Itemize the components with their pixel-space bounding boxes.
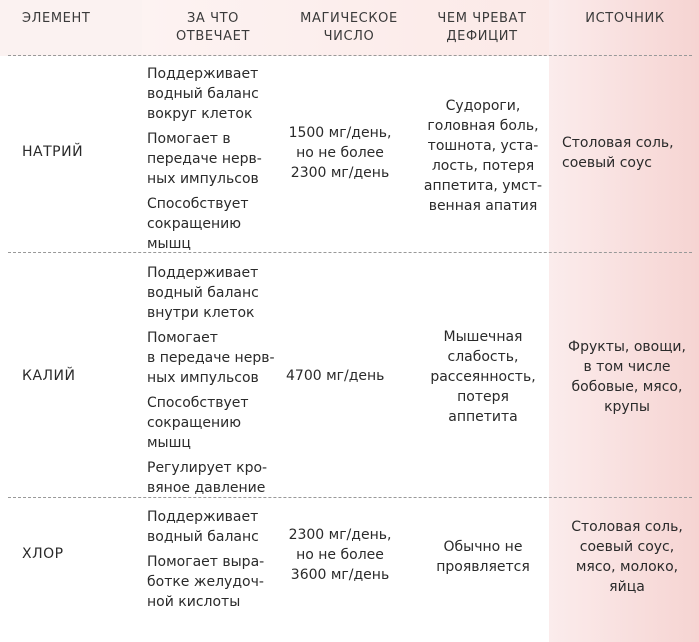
function-item: Помогает выра- ботке желудоч- ной кислоты [147,554,265,610]
row-functions [147,507,264,617]
row-element-name: НАТРИЙ [22,144,84,160]
row-source: Фрукты, овощи, в том числе бобовые, мясо, крупы [568,339,686,415]
row-deficit: Мышечная слабость, рассеянность, потеря аппетита [430,329,536,425]
row-number: 1500 мг/день, но не более 2300 мг/день [288,125,392,181]
header-number: МАГИЧЕСКОЕ ЧИСЛО [300,11,398,44]
header-element: ЭЛЕМЕНТ [22,11,91,26]
function-item: Помогает в передаче нерв- ных импульсов [147,131,262,187]
row-functions [147,64,262,259]
function-item: Поддерживает водный баланс внутри клеток [147,265,259,321]
function-item: Регулирует кро- вяное давление [147,460,268,496]
row-number: 4700 мг/день [286,368,385,384]
row-number: 2300 мг/день, но не более 3600 мг/день [288,527,392,583]
function-item: Способствует сокращению мышц [147,395,249,451]
row-source: Столовая соль, соевый соус, мясо, молоко, яйца [571,519,683,595]
row-element-name: КАЛИЙ [22,368,76,384]
row-deficit: Обычно не проявляется [436,539,530,575]
row-functions [147,263,275,503]
header-source: ИСТОЧНИК [585,11,665,26]
header-function: ЗА ЧТО ОТВЕЧАЕТ [175,11,251,44]
header-deficit: ЧЕМ ЧРЕВАТ ДЕФИЦИТ [437,11,527,44]
header-band-left [0,0,142,56]
row-deficit: Судороги, головная боль, тошнота, уста- лость, потеря аппетита, умст- венная апатия [423,98,543,214]
function-item: Поддерживает водный баланс [147,509,259,545]
row-source: Столовая соль, соевый соус [562,135,674,171]
function-item: Помогает в передаче нерв- ных импульсов [147,330,275,386]
function-item: Поддерживает водный баланс вокруг клеток [147,66,259,122]
divider-row [8,252,692,253]
row-element-name: ХЛОР [22,546,64,562]
divider-row [8,497,692,498]
divider-header [8,55,692,56]
function-item: Способствует сокращению мышц [147,196,249,252]
